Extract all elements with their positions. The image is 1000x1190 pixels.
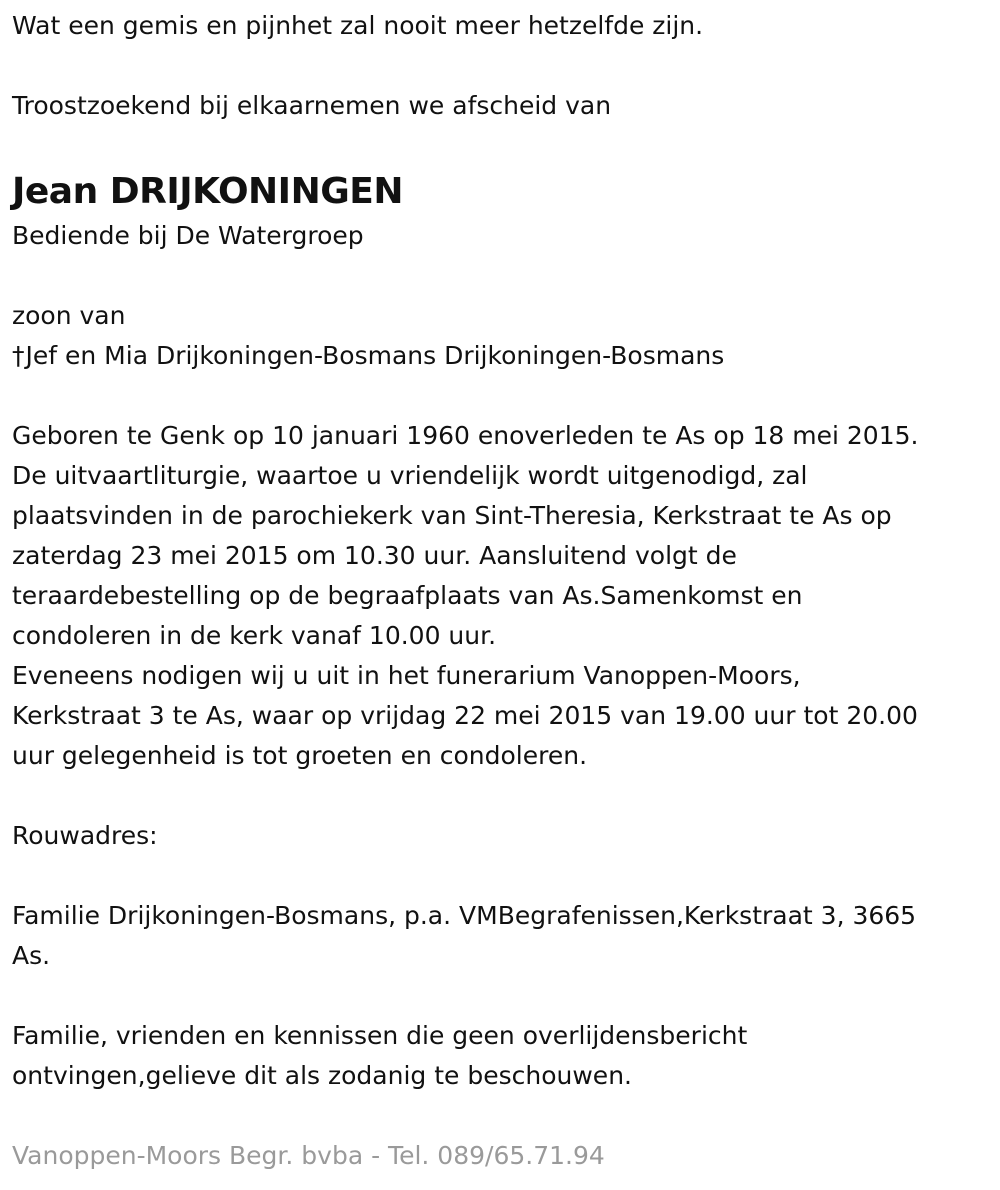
details-paragraph [12, 416, 988, 776]
details-line: Eveneens nodigen wij u uit in het funerarium Vanoppen-Moors, [12, 661, 801, 690]
spacer [12, 126, 988, 166]
spacer [12, 1096, 988, 1136]
details-line: uur gelegenheid is tot groeten en condoleren. [12, 741, 588, 770]
details-line: teraardebestelling op de begraafplaats van As.Samenkomst en [12, 581, 803, 610]
intro-line-1: Wat een gemis en pijnhet zal nooit meer hetzelfde zijn. [12, 11, 704, 40]
mourning-address-label: Rouwadres: [12, 821, 158, 850]
spacer [12, 856, 988, 896]
spacer [12, 376, 988, 416]
spacer [12, 256, 988, 296]
details-line: condoleren in de kerk vanaf 10.00 uur. [12, 621, 497, 650]
deceased-name: Jean DRIJKONINGEN [12, 171, 403, 212]
spacer [12, 46, 988, 86]
mourning-address-line-1: Familie Drijkoningen-Bosmans, p.a. VMBegrafenissen,Kerkstraat 3, 3665 [12, 901, 917, 930]
cross-icon: † [12, 341, 25, 370]
spacer [12, 976, 988, 1016]
mourning-address-line-2: As. [12, 941, 51, 970]
deceased-occupation: Bediende bij De Watergroep [12, 221, 364, 250]
notice-line-1: Familie, vrienden en kennissen die geen overlijdensbericht [12, 1021, 748, 1050]
details-line: Geboren te Genk op 10 januari 1960 enoverleden te As op 18 mei 2015. [12, 421, 919, 450]
spacer [12, 776, 988, 816]
notice-line-2: ontvingen,gelieve dit als zodanig te beschouwen. [12, 1061, 632, 1090]
parents-names: Jef en Mia Drijkoningen-Bosmans Drijkoningen-Bosmans [25, 341, 725, 370]
funeral-home-footer: Vanoppen-Moors Begr. bvba - Tel. 089/65.71.94 [12, 1141, 605, 1170]
details-line: plaatsvinden in de parochiekerk van Sint-Theresia, Kerkstraat te As op [12, 501, 892, 530]
details-line: Kerkstraat 3 te As, waar op vrijdag 22 mei 2015 van 19.00 uur tot 20.00 [12, 701, 918, 730]
parents-label: zoon van [12, 301, 126, 330]
intro-line-2: Troostzoekend bij elkaarnemen we afscheid van [12, 91, 612, 120]
parents-line [12, 336, 988, 376]
details-line: zaterdag 23 mei 2015 om 10.30 uur. Aansluitend volgt de [12, 541, 737, 570]
details-line: De uitvaartliturgie, waartoe u vriendelijk wordt uitgenodigd, zal [12, 461, 808, 490]
